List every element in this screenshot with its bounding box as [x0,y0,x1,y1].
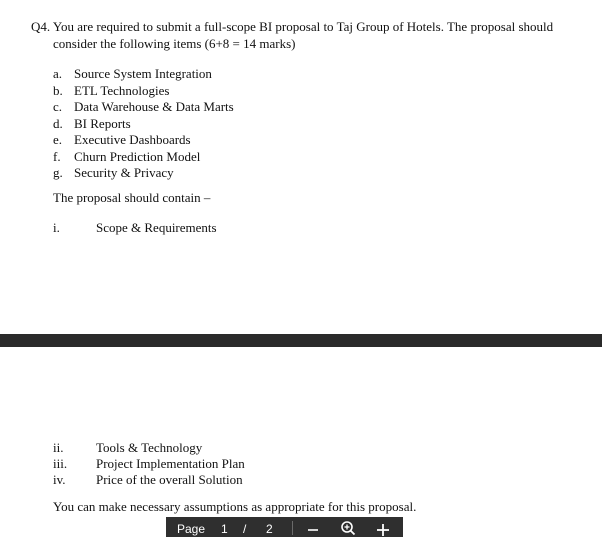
list-item-label: BI Reports [74,115,131,131]
list-item-marker: g. [53,165,63,180]
pdf-page-2 [0,347,602,537]
contents-item-label: Tools & Technology [96,440,203,455]
zoom-out-button[interactable] [303,517,323,537]
page-label: Page [177,522,206,536]
list-item-label: Source System Integration [74,66,212,81]
toolbar-divider [292,521,293,535]
contents-item-marker: i. [53,220,60,235]
question-heading-line1: Q4. You are required to submit a full-scope BI proposal to Taj Group of Hotels. The proposal should [31,19,554,34]
list-item-marker: a. [53,66,63,81]
proposal-contain-text: The proposal should contain – [53,190,211,205]
contents-item-label: Price of the overall Solution [96,472,243,487]
plus-icon [373,517,393,537]
minus-icon [303,517,323,537]
contents-item-label: Scope & Requirements [96,220,217,235]
list-item-marker: f. [53,148,61,164]
list-item-marker: c. [53,99,63,114]
list-item-label: Churn Prediction Model [74,148,201,164]
list-item-marker: b. [53,82,63,98]
list-item-label: ETL Technologies [74,82,170,98]
pdf-viewer-toolbar [166,517,403,537]
current-page-input[interactable]: 1 [221,522,228,536]
question-heading-line2: consider the following items (6+8 = 14 marks) [53,36,296,51]
page-gap [0,334,602,347]
list-item-label: Executive Dashboards [74,132,191,147]
contents-item-marker: iv. [53,472,66,487]
assumptions-text: You can make necessary assumptions as appropriate for this proposal. [53,499,417,514]
contents-item-marker: iii. [53,456,68,471]
list-item-label: Data Warehouse & Data Marts [74,99,234,114]
zoom-in-icon [338,517,358,537]
page-separator: / [243,522,247,536]
total-pages: 2 [266,522,273,536]
contents-item-label: Project Implementation Plan [96,456,245,471]
list-item-label: Security & Privacy [74,165,174,180]
list-item-marker: e. [53,132,63,147]
zoom-fit-button[interactable] [338,517,358,537]
list-item-marker: d. [53,115,63,131]
zoom-in-button[interactable] [373,517,393,537]
contents-item-marker: ii. [53,440,64,455]
